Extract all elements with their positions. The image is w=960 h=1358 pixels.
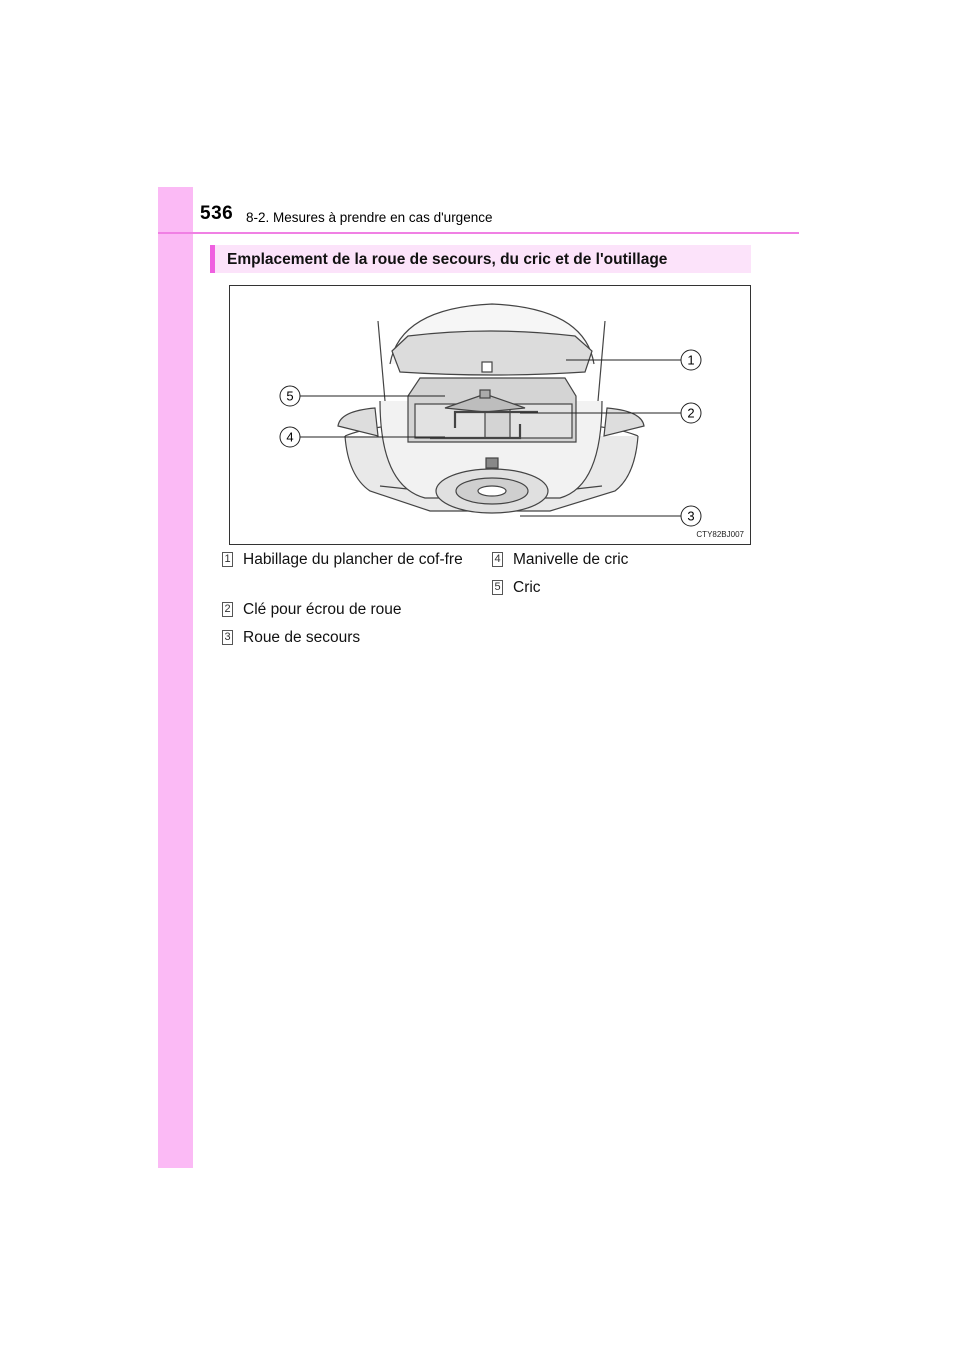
section-heading [210, 245, 751, 273]
callout-3: 3 [687, 508, 695, 524]
legend-item-2 [222, 598, 474, 622]
callout-2: 2 [687, 405, 695, 421]
legend-label-2: Clé pour écrou de roue [243, 601, 402, 618]
legend-marker-1: 1 [222, 552, 233, 567]
legend-item-4 [492, 548, 742, 572]
legend-item-1 [222, 548, 474, 596]
callout-1: 1 [687, 352, 695, 368]
side-margin-band [158, 187, 193, 1168]
header-divider [158, 232, 799, 234]
section-heading-text: Emplacement de la roue de secours, du cric et de l'outillage [227, 251, 668, 268]
legend-label-5: Cric [513, 579, 541, 596]
legend-marker-3: 3 [222, 630, 233, 645]
legend-label-1: Habillage du plancher de cof-fre [243, 551, 463, 568]
trunk-illustration [229, 285, 751, 545]
legend-item-5 [492, 576, 742, 600]
legend-marker-2: 2 [222, 602, 233, 617]
legend-marker-4: 4 [492, 552, 503, 567]
page-number: 536 [200, 203, 234, 224]
figure-code: CTY82BJ007 [696, 530, 744, 539]
car-trunk-drawing [230, 286, 751, 545]
callout-4: 4 [286, 429, 294, 445]
callout-5: 5 [286, 388, 294, 404]
section-title: 8-2. Mesures à prendre en cas d'urgence [246, 210, 493, 225]
legend-item-3 [222, 626, 474, 650]
legend-marker-5: 5 [492, 580, 503, 595]
legend-label-3: Roue de secours [243, 629, 361, 646]
legend-label-4: Manivelle de cric [513, 551, 629, 568]
